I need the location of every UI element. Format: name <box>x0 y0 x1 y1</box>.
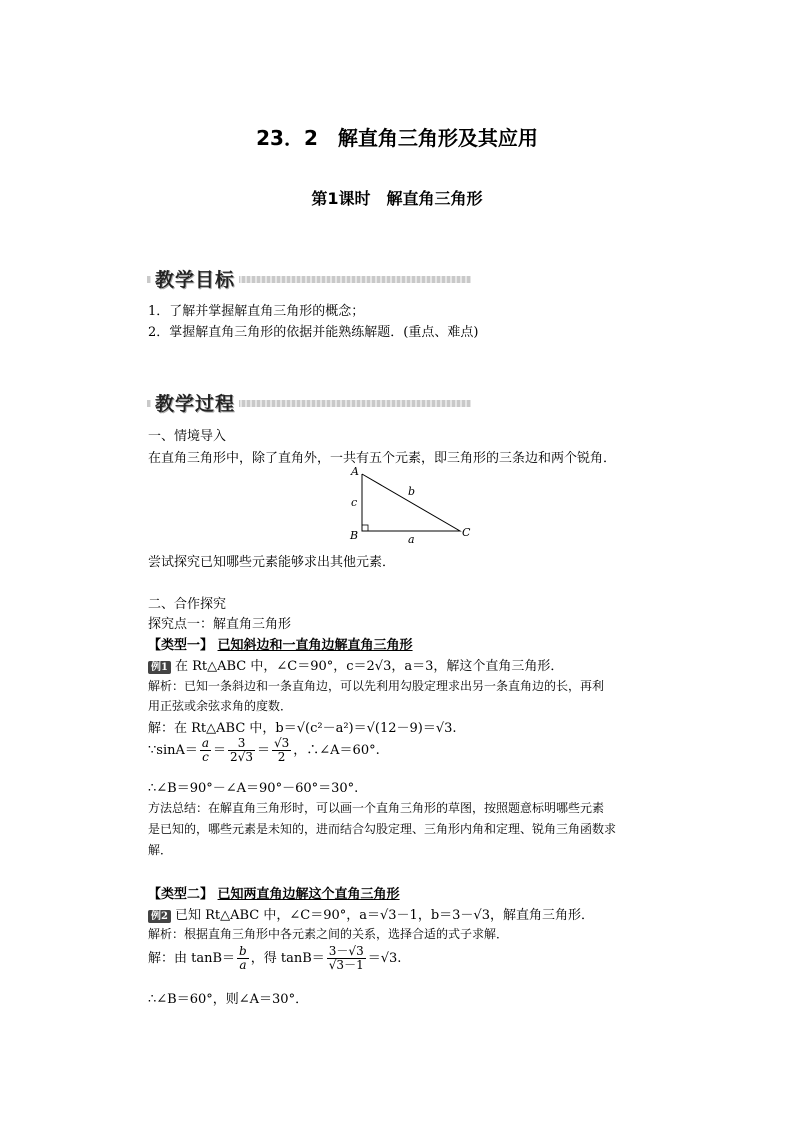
sol2-suffix: ，∴∠A＝60°. <box>293 743 380 758</box>
example1-analysis-2: 用正弦或余弦求角的度数． <box>148 699 293 713</box>
goals-banner <box>147 265 471 289</box>
example2-analysis: 解析：根据直角三角形中各元素之间的关系，选择合适的式子求解． <box>148 927 509 941</box>
fraction-tanb-value: $\frac{3-√3}{√3-1}$ <box>328 944 364 972</box>
example1-analysis: 解析：已知一条斜边和一条直角边，可以先利用勾股定理求出另一条直角边的长，再利 <box>148 679 605 693</box>
type1-label: 已知斜边和一直角边解直角三角形 <box>217 638 413 653</box>
process-banner <box>147 389 471 413</box>
vertex-b-label: B <box>350 529 359 542</box>
fraction-a-over-c: $\frac{a}{c}$ <box>201 736 210 764</box>
goal-item-1: 1．了解并掌握解直角三角形的概念； <box>148 304 365 319</box>
side-a-label: a <box>408 533 415 543</box>
example2-problem <box>148 904 594 923</box>
example1-text: 在 Rt△ABC 中，∠C＝90°，c＝2√3，a＝3，解这个直角三角形． <box>174 659 564 674</box>
explore-point: 探究点一：解直角三角形 <box>148 617 292 632</box>
page-title: 23．2 解直角三角形及其应用 <box>256 126 538 150</box>
side-b-label: b <box>408 485 416 498</box>
coop-heading: 二、合作探究 <box>148 597 227 612</box>
type2-label: 已知两直角边解这个直角三角形 <box>217 887 400 902</box>
example1-solution-2: ∵sinA＝ $\frac{a}{c}$ ＝ $\frac{3}{2√3}$ ＝ $\frac{√3}{2}$ ，∴∠A＝60°. <box>148 736 380 764</box>
method-summary-3: 解． <box>148 843 173 857</box>
example2-solution-1: 解：由 tanB＝ $\frac{b}{a}$ ，得 tanB＝ $\frac{3-√3}{√3-1}$ ＝√3. <box>148 944 402 972</box>
example1-solution-1: 解：在 Rt△ABC 中，b＝√(c²－a²)＝√(12－9)＝√3. <box>148 721 457 736</box>
type2-bracket: 【类型二】 <box>148 887 214 902</box>
goals-banner-label: 教学目标 <box>151 265 239 292</box>
example1-badge: 例1 <box>148 661 171 674</box>
ex2-sol1-prefix: 解：由 tanB＝ <box>148 951 236 966</box>
method-summary-2: 是已知的，哪些元素是未知的，进而结合勾股定理、三角形内角和定理、锐角三角函数求 <box>148 822 617 836</box>
fraction-b-over-a: $\frac{b}{a}$ <box>239 944 247 972</box>
process-banner-label: 教学过程 <box>151 389 239 416</box>
vertex-a-label: A <box>351 465 359 478</box>
example1-solution-3: ∴∠B＝90°－∠A＝90°－60°＝30°. <box>148 781 359 796</box>
type1-bracket: 【类型一】 <box>148 638 214 653</box>
fraction-root3-over-2: $\frac{√3}{2}$ <box>273 736 290 764</box>
example1-problem <box>148 655 563 674</box>
lesson-subtitle: 第1课时 解直角三角形 <box>311 189 483 208</box>
intro-heading: 一、情境导入 <box>148 429 227 444</box>
right-angle-mark <box>362 525 368 531</box>
intro-question: 尝试探究已知哪些元素能够求出其他元素． <box>148 555 396 570</box>
goal-item-2: 2．掌握解直角三角形的依据并能熟练解题．(重点、难点) <box>148 325 479 340</box>
example2-text: 已知 Rt△ABC 中，∠C＝90°，a＝√3－1，b＝3－√3，解直角三角形． <box>174 908 594 923</box>
ex2-sol1-suffix: ＝√3. <box>367 951 402 966</box>
method-summary-1: 方法总结：在解直角三角形时，可以画一个直角三角形的草图，按照题意标明哪些元素 <box>148 801 605 815</box>
vertex-c-label: C <box>462 526 471 539</box>
type2-header <box>148 883 400 902</box>
example2-solution-2: ∴∠B＝60°，则∠A＝30°． <box>148 992 309 1007</box>
fraction-3-over-2root3: $\frac{3}{2√3}$ <box>230 736 253 764</box>
intro-text: 在直角三角形中，除了直角外，一共有五个元素，即三角形的三条边和两个锐角． <box>148 451 617 466</box>
type1-header <box>148 634 413 653</box>
right-triangle-figure <box>340 463 480 543</box>
example2-badge: 例2 <box>148 910 171 923</box>
side-c-label: c <box>351 496 358 509</box>
sol2-prefix: ∵sinA＝ <box>148 743 198 758</box>
